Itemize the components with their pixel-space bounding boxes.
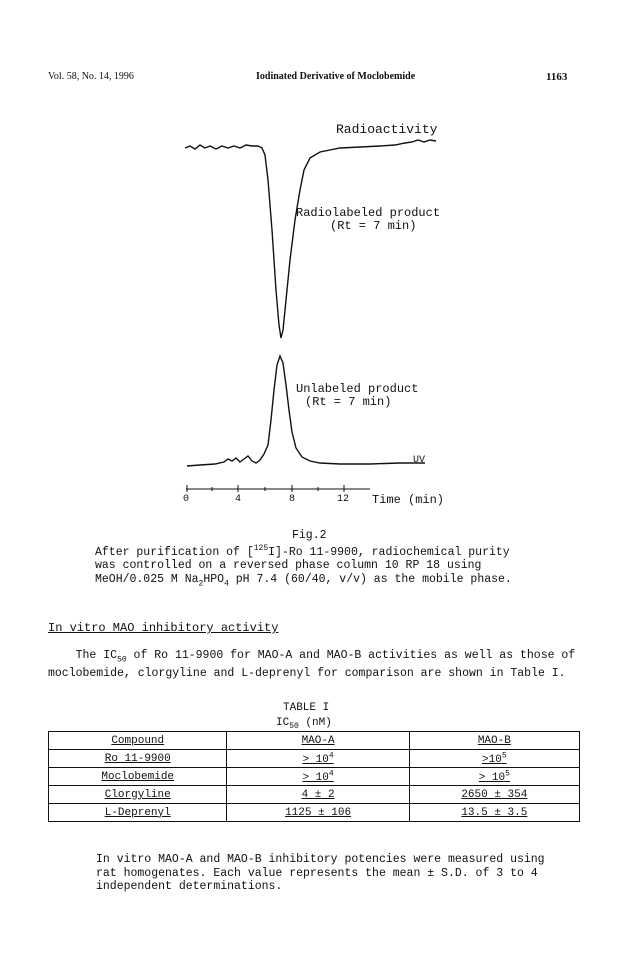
mao-b-cell: 2650 ± 354 [409, 786, 579, 804]
table-row [49, 804, 580, 822]
uv-trace [187, 356, 425, 466]
table-subcaption [276, 717, 332, 731]
figure-label: Fig.2 [292, 529, 327, 542]
radiolabeled-product-label: Radiolabeled product [296, 206, 441, 220]
figure-caption [95, 542, 535, 591]
table-footnote: In vitro MAO-A and MAO-B inhibitory potencies were measured using rat homogenates. Each value represents the mean ± S.D. of 3 to 4 independent determinations. [96, 853, 545, 893]
subcaption-text-1: IC [276, 717, 290, 729]
mao-b-cell: > $10^5$ [409, 768, 579, 786]
mao-a-cell: > $10^4$ [227, 750, 409, 768]
mao-b-cell: 13.5 ± 3.5 [409, 804, 579, 822]
table-row [49, 750, 580, 768]
intro-paragraph [48, 649, 578, 680]
table-caption: TABLE I [283, 702, 330, 714]
caption-text-3: HPO [203, 572, 225, 586]
tick-label-4: 4 [235, 494, 242, 505]
table-row [49, 768, 580, 786]
table-row [49, 786, 580, 804]
caption-text-1: After purification of [ [95, 545, 254, 559]
subcaption-text-2: (nM) [298, 717, 332, 729]
journal-volume: Vol. 58, No. 14, 1996 [48, 71, 134, 82]
caption-text-2: I]-Ro 11-9900, radiochemical purity was controlled on a reversed phase column 10 RP 18 using MeOH/0.025 M Na [95, 545, 510, 586]
unlabeled-rt-label: (Rt = 7 min) [305, 395, 392, 409]
header-mao-b: MAO-B [409, 732, 579, 750]
header-mao-a: MAO-A [227, 732, 409, 750]
caption-superscript: 125 [253, 544, 269, 553]
section-heading: In vitro MAO inhibitory activity [48, 621, 279, 635]
radiolabeled-rt-label: (Rt = 7 min) [330, 219, 417, 233]
caption-text-4: pH 7.4 (60/40, v/v) as the mobile phase. [228, 572, 512, 586]
mao-a-cell: 1125 ± 106 [227, 804, 409, 822]
tick-label-12: 12 [337, 494, 350, 505]
tick-label-8: 8 [289, 494, 296, 505]
caption-subscript-2: 2 [198, 579, 204, 589]
mao-a-cell: 4 ± 2 [227, 786, 409, 804]
unlabeled-product-label: Unlabeled product [296, 382, 419, 396]
caption-subscript-4: 4 [224, 579, 229, 589]
subcaption-subscript: 50 [289, 722, 299, 732]
compound-cell: Ro 11-9900 [49, 750, 227, 768]
header-compound: Compound [49, 732, 227, 750]
radioactivity-label: Radioactivity [336, 122, 438, 137]
intro-subscript: 50 [117, 655, 127, 665]
page-number: 1163 [546, 71, 568, 83]
intro-text-1: The IC [75, 649, 118, 662]
tick-label-0: 0 [183, 494, 190, 505]
chromatogram-figure [0, 100, 624, 520]
radioactivity-trace [185, 140, 436, 338]
ic50-table [48, 731, 580, 822]
intro-text-2: of Ro 11-9900 for MAO-A and MAO-B activities as well as those of moclobemide, clorgyline and L-deprenyl for comparison are shown in Table I. [48, 649, 576, 680]
uv-label: UV [413, 455, 426, 466]
mao-b-cell: $>10^5$ [409, 750, 579, 768]
table-header-row [49, 732, 580, 750]
compound-cell: L-Deprenyl [49, 804, 227, 822]
running-title: Iodinated Derivative of Moclobemide [256, 71, 416, 82]
compound-cell: Clorgyline [49, 786, 227, 804]
compound-cell: Moclobemide [49, 768, 227, 786]
time-axis-label: Time (min) [372, 493, 445, 507]
mao-a-cell: > $10^4$ [227, 768, 409, 786]
